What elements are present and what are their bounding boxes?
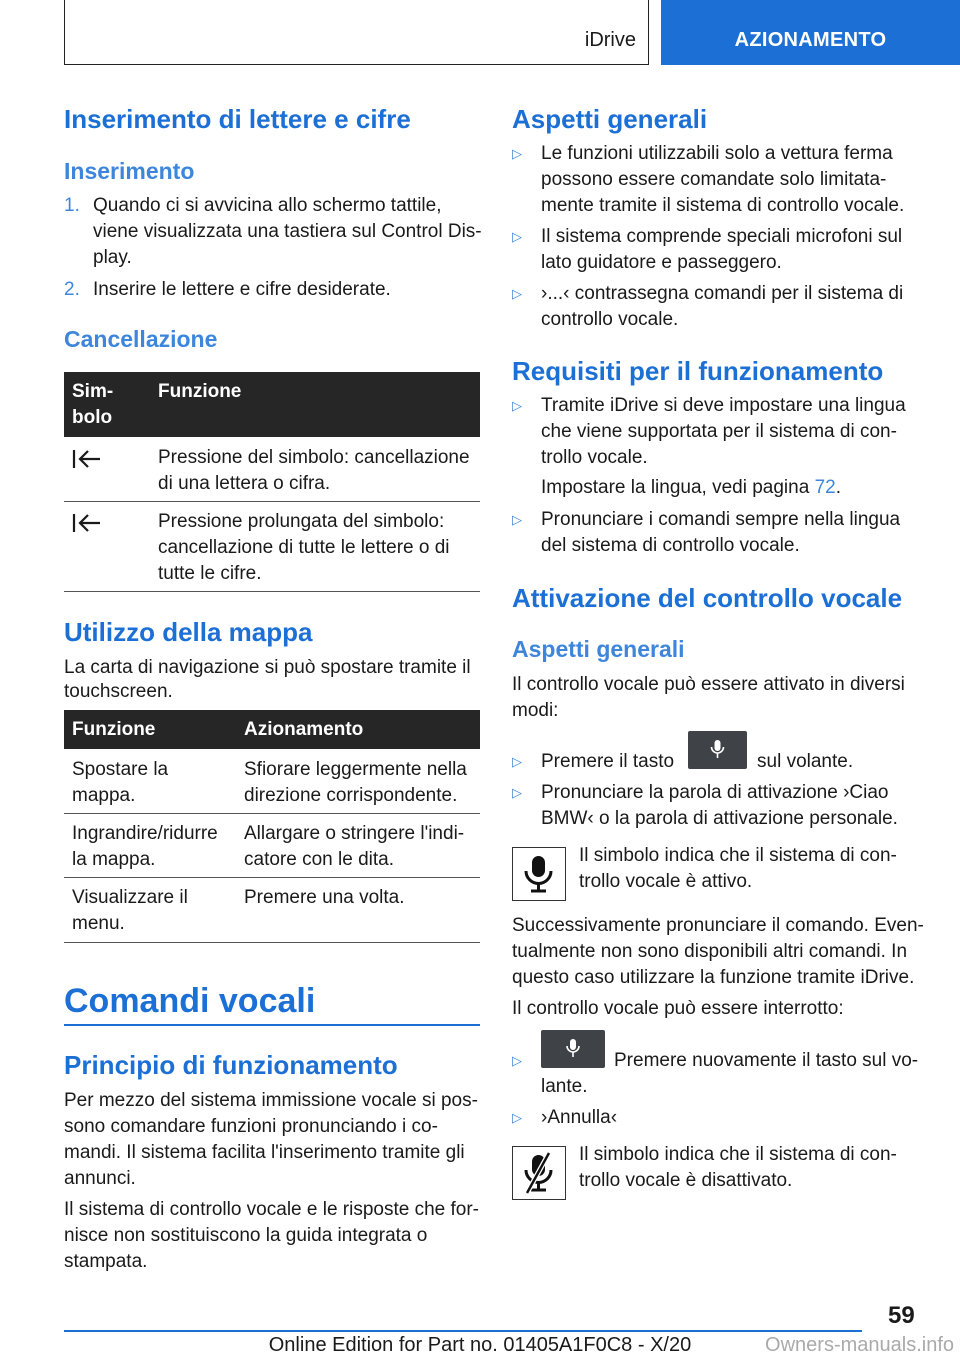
table-cell: Ingrandire/ridurre (72, 823, 218, 844)
paragraph: questo caso utilizzare la funzione tramite iDrive. (512, 967, 915, 988)
bullet-triangle-icon: ▷ (512, 398, 522, 413)
table-cell: cancellazione di tutte le lettere o di (158, 537, 450, 558)
paragraph: annunci. (64, 1168, 136, 1189)
bullet-triangle-icon: ▷ (512, 785, 522, 800)
paragraph: Il controllo vocale può essere interrotto: (512, 998, 844, 1019)
bullet-text: possono essere comandate solo limitata- (541, 169, 887, 190)
table-cell: mappa. (72, 785, 136, 806)
step-number: 2. (64, 279, 80, 300)
chapter-title: Comandi vocali (64, 982, 316, 1020)
footer-edition: Online Edition for Part no. 01405A1F0C8 - X/20 (268, 1334, 692, 1356)
bullet-text: lante. (541, 1076, 588, 1097)
section-title-general: Aspetti generali (512, 104, 708, 134)
bullet-text: Tramite iDrive si deve impostare una lingua (541, 395, 906, 416)
chapter-rule (64, 1024, 480, 1026)
paragraph: nisce non sostituiscono la guida integrata o (64, 1225, 428, 1246)
page-link[interactable]: 72 (814, 477, 836, 498)
icon-description: trollo vocale è disattivato. (579, 1170, 793, 1191)
table-cell: Pressione prolungata del simbolo: (158, 511, 445, 532)
bullet-note (541, 475, 841, 501)
bullet-text: mente tramite il sistema di controllo vocale. (541, 195, 905, 216)
bullet-text: BMW‹ o la parola di attivazione personale. (541, 808, 898, 829)
table-cell: la mappa. (72, 849, 156, 870)
table-divider (64, 591, 480, 592)
table-divider (64, 877, 480, 878)
microphone-off-icon (512, 1146, 566, 1200)
bullet-text: lato guidatore e passeggero. (541, 252, 782, 273)
icon-description: Il simbolo indica che il sistema di con- (579, 1144, 897, 1165)
backspace-icon (72, 511, 102, 535)
bullet-triangle-icon: ▷ (512, 229, 522, 244)
subsection-title-general: Aspetti generali (512, 636, 685, 662)
bullet-triangle-icon: ▷ (512, 146, 522, 161)
table-header-cell: Funzione (72, 719, 156, 740)
step-number: 1. (64, 195, 80, 216)
table-cell: Sfiorare leggermente nella (244, 759, 467, 780)
section-title-input: Inserimento di lettere e cifre (64, 104, 411, 134)
table-cell: menu. (72, 913, 125, 934)
table-divider (64, 501, 480, 502)
bullet-text: che viene supportata per il sistema di con- (541, 421, 897, 442)
paragraph: La carta di navigazione si può spostare tramite il (64, 657, 471, 678)
table-header-cell: Azionamento (244, 719, 364, 740)
paragraph: Il controllo vocale può essere attivato in diversi (512, 674, 905, 695)
section-title-map: Utilizzo della mappa (64, 617, 313, 647)
section-title-activation: Attivazione del controllo vocale (512, 583, 903, 613)
bullet-text: ›Annulla‹ (541, 1107, 618, 1128)
bullet-text: Premere il tasto (541, 751, 675, 772)
table-header-cell: Funzione (158, 381, 242, 402)
voice-key-button-icon (541, 1030, 605, 1068)
step-text: Inserire le lettere e cifre desiderate. (93, 279, 391, 300)
bullet-triangle-icon: ▷ (512, 286, 522, 301)
step-text: viene visualizzata una tastiera sul Control Dis- (93, 221, 482, 242)
step-text: play. (93, 247, 132, 268)
table-header-cell: Sim- bolo (72, 381, 114, 428)
header-section-tab (661, 0, 960, 65)
bullet-text: controllo vocale. (541, 309, 679, 330)
footer-rule (64, 1330, 862, 1332)
section-title-requirements: Requisiti per il funzionamento (512, 356, 884, 386)
paragraph: Successivamente pronunciare il comando. Even- (512, 915, 924, 936)
icon-description: trollo vocale è attivo. (579, 871, 753, 892)
table-divider (64, 942, 480, 943)
note-text: . (835, 477, 841, 498)
table-cell: catore con le dita. (244, 849, 394, 870)
subsection-title-entry: Inserimento (64, 158, 195, 184)
bullet-text: Pronunciare i comandi sempre nella lingua (541, 509, 901, 530)
backspace-icon (72, 447, 102, 471)
paragraph: mandi. Il sistema facilita l'inserimento tramite gli (64, 1142, 465, 1163)
table-cell: Pressione del simbolo: cancellazione (158, 447, 470, 468)
bullet-triangle-icon: ▷ (512, 754, 522, 769)
step-text: Quando ci si avvicina allo schermo tattile, (93, 195, 442, 216)
paragraph: tualmente non sono disponibili altri comandi. In (512, 941, 908, 962)
header-chapter-label: iDrive (584, 29, 636, 51)
bullet-triangle-icon: ▷ (512, 512, 522, 527)
paragraph: stampata. (64, 1251, 148, 1272)
table-cell: Allargare o stringere l'indi- (244, 823, 465, 844)
table-header (64, 710, 480, 749)
table-cell: tutte le cifre. (158, 563, 262, 584)
table-cell: direzione corrispondente. (244, 785, 458, 806)
header-chapter-tab (64, 0, 649, 65)
bullet-text: Pronunciare la parola di attivazione ›Ciao (541, 782, 889, 803)
paragraph: sono comandare funzioni pronunciando i co- (64, 1116, 438, 1137)
table-cell: Spostare la (72, 759, 169, 780)
section-title-principle: Principio di funzionamento (64, 1050, 398, 1080)
bullet-text: Le funzioni utilizzabili solo a vettura ferma (541, 143, 893, 164)
subsection-title-delete: Cancellazione (64, 326, 218, 352)
bullet-text: ›...‹ contrassegna comandi per il sistema di (541, 283, 904, 304)
bullet-text: trollo vocale. (541, 447, 648, 468)
bullet-text: Il sistema comprende speciali microfoni sul (541, 226, 903, 247)
table-header (64, 372, 480, 437)
microphone-active-icon (512, 847, 566, 901)
watermark: Owners-manuals.info (765, 1334, 954, 1356)
page-number: 59 (888, 1302, 915, 1329)
bullet-triangle-icon: ▷ (512, 1053, 522, 1068)
table-cell: di una lettera o cifra. (158, 473, 331, 494)
icon-description: Il simbolo indica che il sistema di con- (579, 845, 897, 866)
paragraph: modi: (512, 700, 559, 721)
bullet-text: Premere nuovamente il tasto sul vo- (614, 1050, 919, 1071)
header-section-label: AZIONAMENTO (734, 29, 887, 51)
note-text: Impostare la lingua, vedi pagina (541, 477, 815, 498)
table-cell: Visualizzare il (72, 887, 188, 908)
paragraph: touchscreen. (64, 681, 173, 702)
table-cell: Premere una volta. (244, 887, 405, 908)
paragraph: Il sistema di controllo vocale e le risposte che for- (64, 1199, 480, 1220)
table-divider (64, 813, 480, 814)
bullet-text: del sistema di controllo vocale. (541, 535, 800, 556)
bullet-text: sul volante. (757, 751, 854, 772)
bullet-triangle-icon: ▷ (512, 1110, 522, 1125)
voice-key-button-icon (688, 731, 747, 769)
paragraph: Per mezzo del sistema immissione vocale si pos- (64, 1090, 478, 1111)
